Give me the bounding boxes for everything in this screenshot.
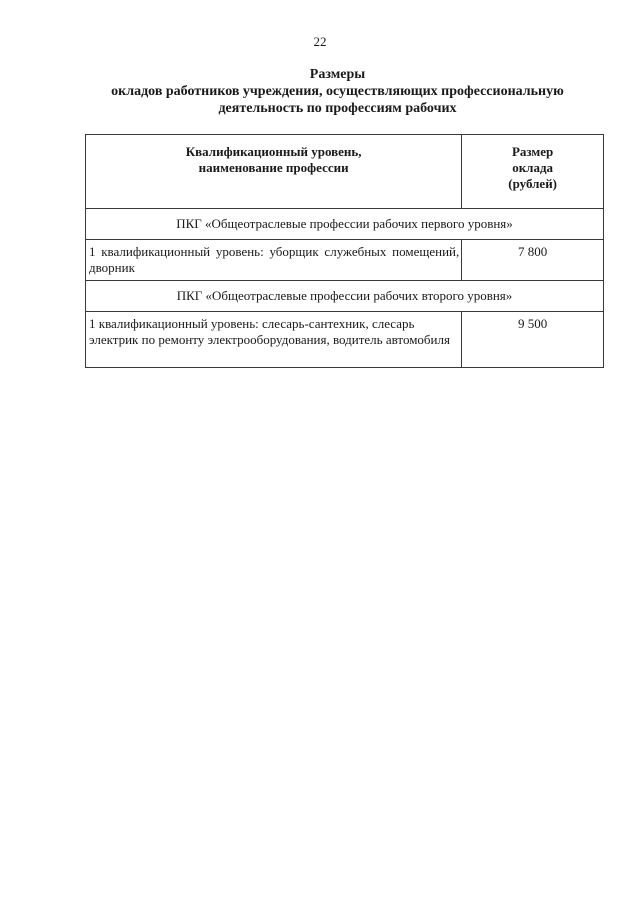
group-title-first-level: ПКГ «Общеотраслевые профессии рабочих первого уровня» [86, 209, 604, 240]
salary-cell: 9 500 [462, 312, 604, 368]
salary-table [85, 134, 604, 368]
header-qualification [86, 135, 462, 209]
qualification-cell: 1 квалификационный уровень: уборщик служебных помещений, дворник [86, 240, 462, 281]
table-row [86, 312, 604, 368]
table-row [86, 240, 604, 281]
salary-cell: 7 800 [462, 240, 604, 281]
qualification-cell: 1 квалификационный уровень: слесарь-сантехник, слесарь электрик по ремонту электрооборудования, водитель автомобиля [86, 312, 462, 368]
table-header-row [86, 135, 604, 209]
header-salary-line-3: (рублей) [508, 176, 558, 191]
title-line-1: Размеры [309, 67, 366, 82]
header-qualification-line-2: наименование профессии [198, 160, 349, 175]
group-row [86, 281, 604, 312]
document-title [60, 66, 615, 117]
header-salary-line-2: оклада [512, 160, 554, 175]
group-row [86, 209, 604, 240]
header-qualification-line-1: Квалификационный уровень, [185, 144, 362, 159]
title-line-2: окладов работников учреждения, осуществляющих профессиональную [111, 84, 564, 99]
header-salary-line-1: Размер [511, 144, 554, 159]
header-salary [462, 135, 604, 209]
group-title-second-level: ПКГ «Общеотраслевые профессии рабочих второго уровня» [86, 281, 604, 312]
title-line-3: деятельность по профессиям рабочих [218, 101, 457, 116]
page-number: 22 [313, 34, 327, 49]
